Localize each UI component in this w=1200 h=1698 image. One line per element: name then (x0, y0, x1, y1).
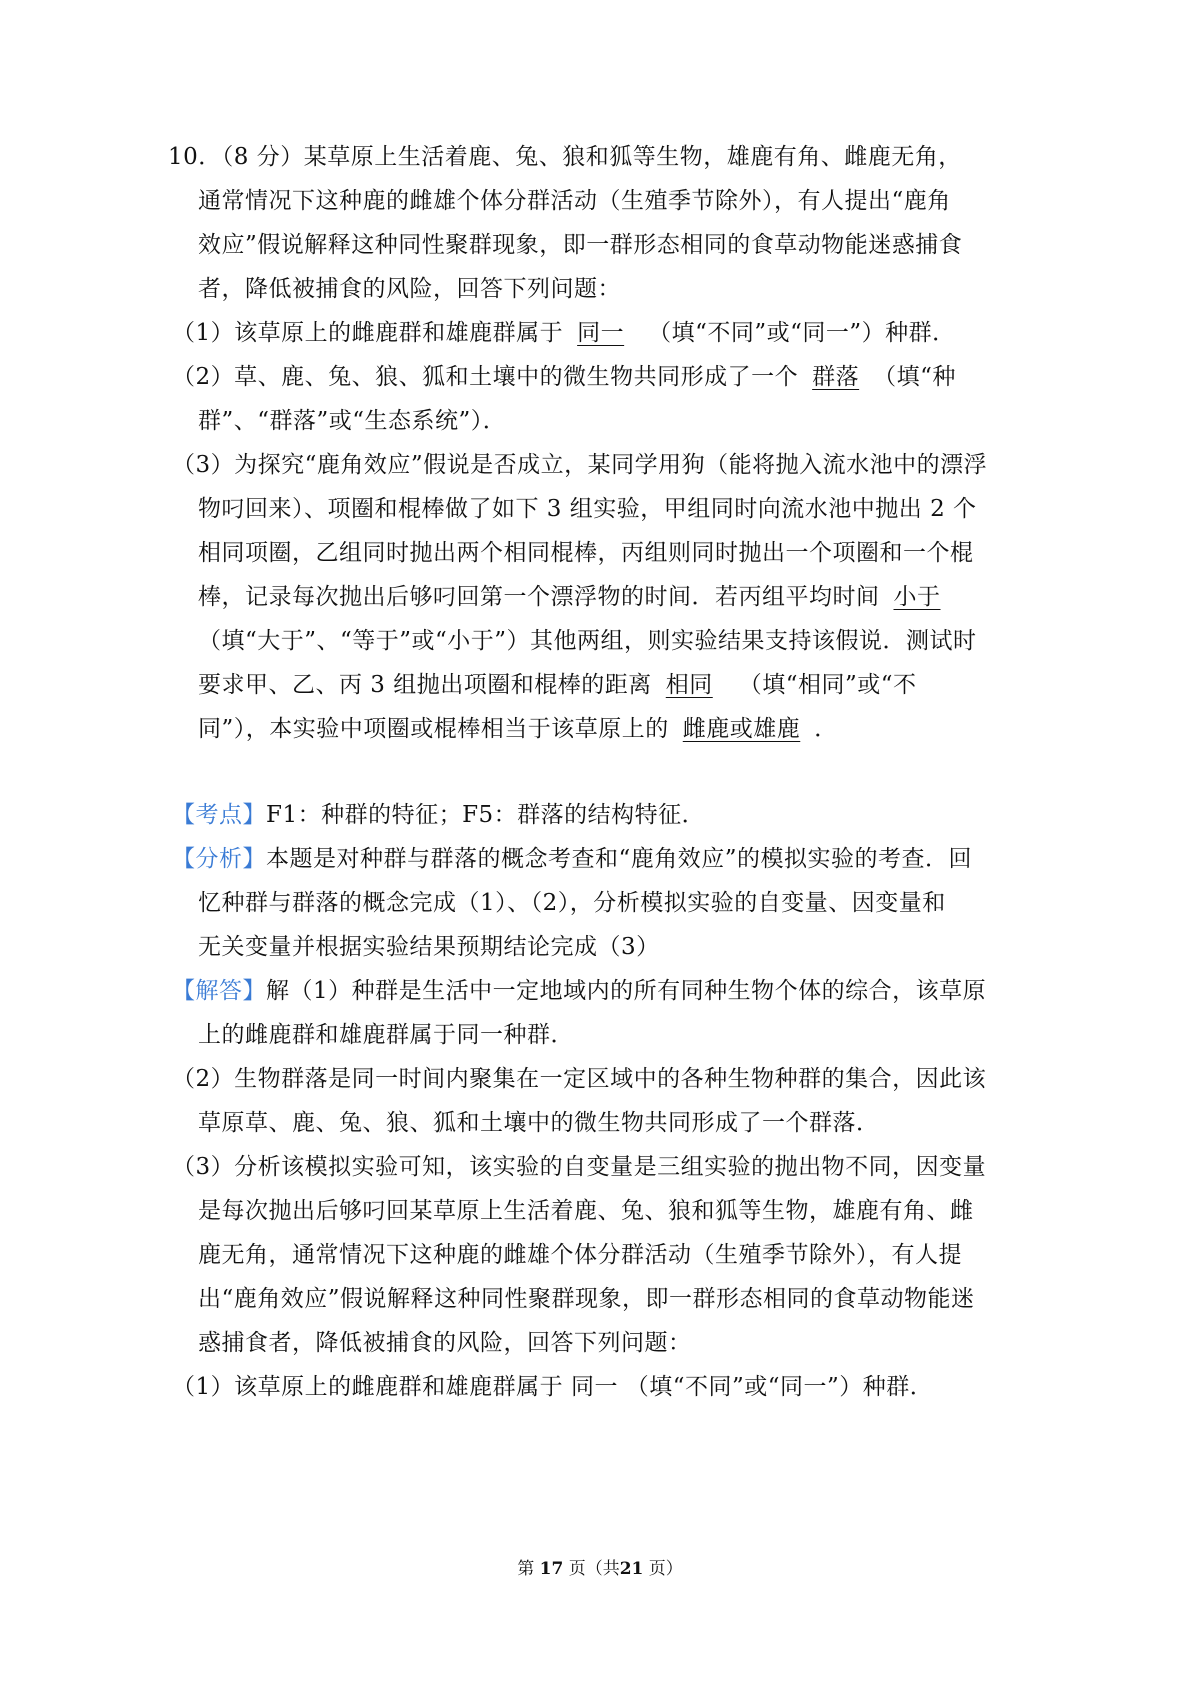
q3-line7-after: ． (814, 716, 838, 742)
footer-suffix: 页） (648, 1559, 683, 1579)
jieda-section (172, 976, 986, 1006)
q3-answer2-blank: 相同 (665, 672, 713, 698)
footer-middle: 页（共 (568, 1559, 620, 1579)
jieda-line: （1）该草原上的雌鹿群和雄鹿群属于 同一 （填“不同”或“同一”）种群． (172, 1374, 934, 1400)
question-header: 10．（8 分）某草原上生活着鹿、兔、狼和狐等生物，雄鹿有角、雌鹿无角， (168, 144, 962, 170)
q1-text-after: （填“不同”或“同一”）种群． (648, 320, 956, 346)
footer-total-pages: 21 (619, 1559, 644, 1579)
q3-line: 相同项圈，乙组同时抛出两个相同棍棒，丙组则同时抛出一个项圈和一个棍 (198, 540, 974, 566)
q2-line2: 群”、“群落”或“生态系统”）． (198, 408, 507, 434)
q3-line: 物叼回来）、项圈和棍棒做了如下 3 组实验，甲组同时向流水池中抛出 2 个 (198, 496, 977, 522)
q3-line (198, 670, 917, 700)
sub-question-2 (172, 362, 956, 392)
q3-line (198, 714, 838, 744)
question-stem-line: 者，降低被捕食的风险，回答下列问题： (198, 276, 621, 302)
q3-line7-text: 同”），本实验中项圈或棍棒相当于该草原上的 (198, 716, 669, 742)
question-stem-line: 通常情况下这种鹿的雌雄个体分群活动（生殖季节除外），有人提出“鹿角 (198, 188, 951, 214)
fenxi-line: 无关变量并根据实验结果预期结论完成（3） (198, 934, 660, 960)
q3-line6-text: 要求甲、乙、丙 3 组抛出项圈和棍棒的距离 (198, 672, 652, 698)
kaodian-tag: 【考点】 (172, 802, 266, 828)
jieda-line: 上的雌鹿群和雄鹿群属于同一种群． (198, 1022, 574, 1048)
footer-prefix: 第 (517, 1559, 535, 1579)
q2-text-after: （填“种 (873, 364, 956, 390)
jieda-text: 解（1）种群是生活中一定地域内的所有同种生物个体的综合，该草原 (266, 978, 987, 1004)
fenxi-text: 本题是对种群与群落的概念考查和“鹿角效应”的模拟实验的考查．回 (266, 846, 973, 872)
q2-text: （2）草、鹿、兔、狼、狐和土壤中的微生物共同形成了一个 (172, 364, 799, 390)
fenxi-tag: 【分析】 (172, 846, 266, 872)
q1-text: （1）该草原上的雌鹿群和雄鹿群属于 (172, 320, 564, 346)
sub-question-1 (172, 318, 956, 348)
jieda-line: 出“鹿角效应”假说解释这种同性聚群现象，即一群形态相同的食草动物能迷 (198, 1286, 975, 1312)
q3-line4-text: 棒，记录每次抛出后够叼回第一个漂浮物的时间．若丙组平均时间 (198, 584, 880, 610)
jieda-line: （3）分析该模拟实验可知，该实验的自变量是三组实验的抛出物不同，因变量 (172, 1154, 987, 1180)
fenxi-section (172, 844, 972, 874)
page-footer (0, 1558, 1200, 1580)
q1-answer-blank: 同一 (577, 320, 625, 346)
footer-page-number: 17 (539, 1559, 564, 1579)
jieda-line: （2）生物群落是同一时间内聚集在一定区域中的各种生物种群的集合，因此该 (172, 1066, 987, 1092)
q3-answer1-blank: 小于 (893, 584, 941, 610)
jieda-tag: 【解答】 (172, 978, 266, 1004)
q3-answer3-blank: 雌鹿或雄鹿 (682, 716, 801, 742)
jieda-line: 草原草、鹿、兔、狼、狐和土壤中的微生物共同形成了一个群落． (198, 1110, 880, 1136)
q2-answer-blank: 群落 (812, 364, 860, 390)
jieda-line: 惑捕食者，降低被捕食的风险，回答下列问题： (198, 1330, 692, 1356)
q3-line: （填“大于”、“等于”或“小于”）其他两组，则实验结果支持该假说．测试时 (198, 628, 977, 654)
q3-line (198, 582, 955, 612)
q3-line6-after: （填“相同”或“不 (738, 672, 917, 698)
jieda-line: 鹿无角，通常情况下这种鹿的雌雄个体分群活动（生殖季节除外），有人提 (198, 1242, 962, 1268)
fenxi-line: 忆种群与群落的概念完成（1）、（2），分析模拟实验的自变量、因变量和 (198, 890, 946, 916)
kaodian-text: F1：种群的特征；F5：群落的结构特征． (266, 802, 706, 828)
jieda-line: 是每次抛出后够叼回某草原上生活着鹿、兔、狼和狐等生物，雄鹿有角、雌 (198, 1198, 974, 1224)
kaodian-section (172, 800, 705, 830)
question-stem-line: 效应”假说解释这种同性聚群现象，即一群形态相同的食草动物能迷惑捕食 (198, 232, 963, 258)
sub-question-3: （3）为探究“鹿角效应”假说是否成立，某同学用狗（能将抛入流水池中的漂浮 (172, 452, 988, 478)
